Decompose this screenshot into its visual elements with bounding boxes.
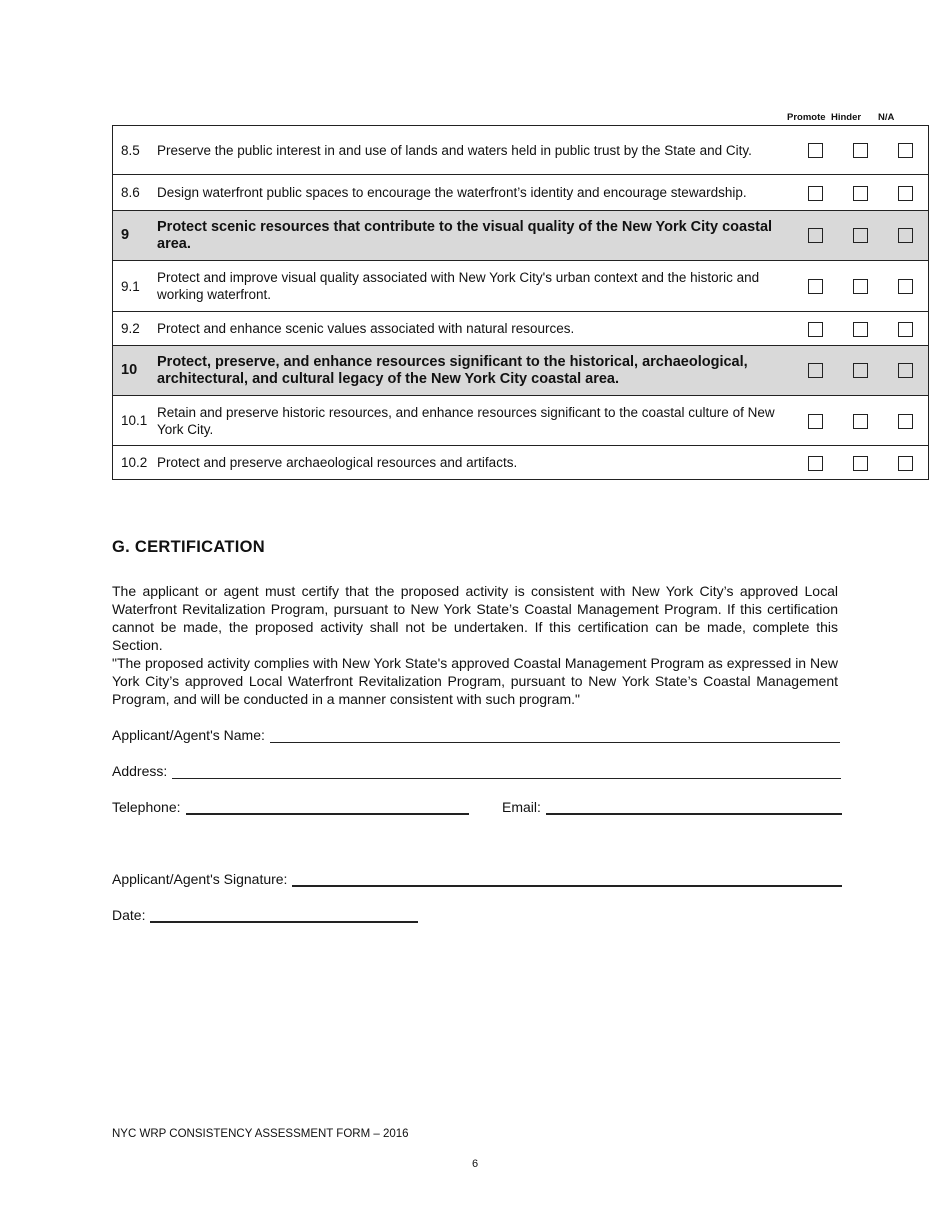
certification-instructions: The applicant or agent must certify that the proposed activity is consistent with New York City’s approved Local Waterfront Revitalization Program, pursuant to New York State’s Coastal Management Program. If this certification cannot be made, the proposed activity shall not be undertaken. If this certification can be made, complete this Section. <box>112 583 838 653</box>
hinder-checkbox[interactable] <box>853 186 868 201</box>
checkbox-cell-hinder <box>838 446 883 480</box>
name-input-line[interactable] <box>270 728 840 743</box>
policy-row <box>113 126 929 175</box>
policy-heading-row <box>113 346 929 396</box>
promote-checkbox[interactable] <box>808 414 823 429</box>
telephone-input-line[interactable] <box>186 799 469 815</box>
na-checkbox[interactable] <box>898 363 913 378</box>
date-input-line[interactable] <box>150 907 418 923</box>
date-field <box>112 907 418 923</box>
hinder-checkbox[interactable] <box>853 322 868 337</box>
na-checkbox[interactable] <box>898 186 913 201</box>
column-headers <box>0 112 950 124</box>
checkbox-cell-promote <box>793 346 838 396</box>
col-header-hinder: Hinder <box>831 112 862 123</box>
checkbox-cell-promote <box>793 446 838 480</box>
policy-table <box>112 125 929 480</box>
address-field <box>112 763 841 779</box>
checkbox-cell-hinder <box>838 396 883 446</box>
policy-row <box>113 175 929 211</box>
policy-text: Retain and preserve historic resources, and enhance resources significant to the coastal culture of New York City. <box>156 396 793 446</box>
address-input-line[interactable] <box>172 764 841 779</box>
name-label: Applicant/Agent's Name: <box>112 727 265 743</box>
signature-label: Applicant/Agent's Signature: <box>112 871 288 887</box>
col-header-na: N/A <box>878 112 895 123</box>
policy-text: Protect, preserve, and enhance resources significant to the historical, archaeological, architectural, and cultural legacy of the New York City coastal area. <box>156 346 793 396</box>
checkbox-cell-na <box>883 211 929 261</box>
promote-checkbox[interactable] <box>808 456 823 471</box>
section-title: G. CERTIFICATION <box>112 538 265 556</box>
page-number: 6 <box>471 1158 479 1170</box>
policy-text: Protect and improve visual quality associated with New York City's urban context and the historic and working waterfront. <box>156 261 793 312</box>
promote-checkbox[interactable] <box>808 186 823 201</box>
na-checkbox[interactable] <box>898 456 913 471</box>
hinder-checkbox[interactable] <box>853 228 868 243</box>
policy-number: 9 <box>113 211 157 261</box>
policy-text: Protect scenic resources that contribute to the visual quality of the New York City coastal area. <box>156 211 793 261</box>
date-label: Date: <box>112 907 146 923</box>
telephone-field <box>112 799 469 815</box>
hinder-checkbox[interactable] <box>853 414 868 429</box>
checkbox-cell-promote <box>793 261 838 312</box>
checkbox-cell-hinder <box>838 346 883 396</box>
footer-text: NYC WRP CONSISTENCY ASSESSMENT FORM – 2016 <box>112 1128 409 1140</box>
na-checkbox[interactable] <box>898 414 913 429</box>
checkbox-cell-hinder <box>838 312 883 346</box>
checkbox-cell-hinder <box>838 126 883 175</box>
policy-number: 8.5 <box>113 126 157 175</box>
promote-checkbox[interactable] <box>808 143 823 158</box>
policy-number: 10.2 <box>113 446 157 480</box>
policy-row <box>113 396 929 446</box>
signature-field <box>112 871 842 887</box>
checkbox-cell-na <box>883 396 929 446</box>
policy-row <box>113 261 929 312</box>
certification-statement: "The proposed activity complies with New York State's approved Coastal Management Program as expressed in New York City’s approved Local Waterfront Revitalization Program, pursuant to New York State’s Coastal Management Program, and will be conducted in a manner consistent with such program." <box>112 655 838 707</box>
policy-number: 9.2 <box>113 312 157 346</box>
checkbox-cell-na <box>883 312 929 346</box>
checkbox-cell-na <box>883 446 929 480</box>
address-label: Address: <box>112 763 168 779</box>
checkbox-cell-hinder <box>838 175 883 211</box>
checkbox-cell-promote <box>793 396 838 446</box>
policy-number: 10 <box>113 346 157 396</box>
hinder-checkbox[interactable] <box>853 143 868 158</box>
email-field <box>502 799 842 815</box>
policy-text: Protect and enhance scenic values associated with natural resources. <box>156 312 793 346</box>
checkbox-cell-na <box>883 126 929 175</box>
hinder-checkbox[interactable] <box>853 363 868 378</box>
checkbox-cell-promote <box>793 312 838 346</box>
email-input-line[interactable] <box>546 799 842 815</box>
promote-checkbox[interactable] <box>808 363 823 378</box>
policy-number: 10.1 <box>113 396 157 446</box>
policy-text: Preserve the public interest in and use of lands and waters held in public trust by the State and City. <box>156 126 793 175</box>
policy-row <box>113 446 929 480</box>
promote-checkbox[interactable] <box>808 322 823 337</box>
checkbox-cell-na <box>883 261 929 312</box>
signature-input-line[interactable] <box>292 871 842 887</box>
na-checkbox[interactable] <box>898 143 913 158</box>
checkbox-cell-promote <box>793 175 838 211</box>
na-checkbox[interactable] <box>898 228 913 243</box>
promote-checkbox[interactable] <box>808 228 823 243</box>
hinder-checkbox[interactable] <box>853 456 868 471</box>
policy-text: Protect and preserve archaeological resources and artifacts. <box>156 446 793 480</box>
policy-text: Design waterfront public spaces to encourage the waterfront’s identity and encourage stewardship. <box>156 175 793 211</box>
na-checkbox[interactable] <box>898 322 913 337</box>
hinder-checkbox[interactable] <box>853 279 868 294</box>
policy-heading-row <box>113 211 929 261</box>
policy-row <box>113 312 929 346</box>
checkbox-cell-hinder <box>838 211 883 261</box>
email-label: Email: <box>502 799 541 815</box>
checkbox-cell-na <box>883 346 929 396</box>
col-header-promote: Promote <box>787 112 826 123</box>
telephone-label: Telephone: <box>112 799 181 815</box>
policy-number: 8.6 <box>113 175 157 211</box>
checkbox-cell-na <box>883 175 929 211</box>
na-checkbox[interactable] <box>898 279 913 294</box>
checkbox-cell-hinder <box>838 261 883 312</box>
checkbox-cell-promote <box>793 211 838 261</box>
name-field <box>112 727 840 743</box>
checkbox-cell-promote <box>793 126 838 175</box>
policy-number: 9.1 <box>113 261 157 312</box>
promote-checkbox[interactable] <box>808 279 823 294</box>
